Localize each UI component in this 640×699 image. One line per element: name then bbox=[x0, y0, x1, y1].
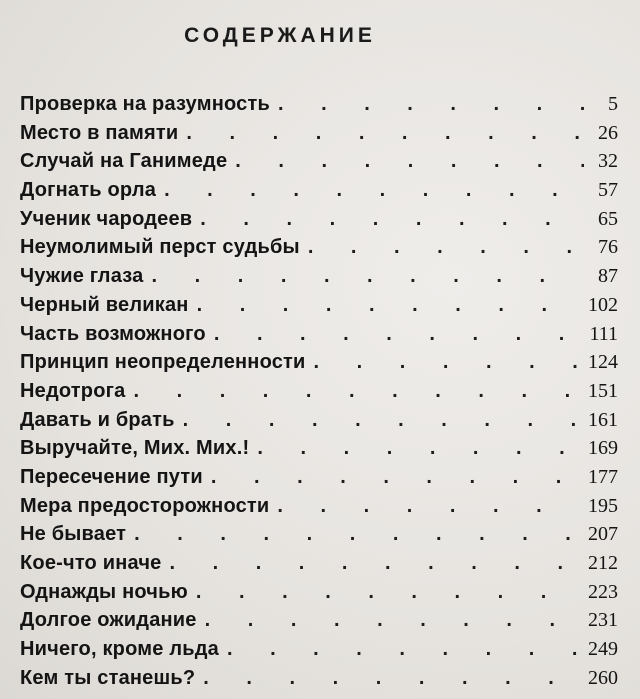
contents-entry bbox=[20, 463, 618, 492]
entry-title: Мера предосторожности bbox=[20, 494, 270, 517]
entry-page-number: 5 bbox=[608, 93, 618, 115]
entry-title: Однажды ночью bbox=[20, 580, 188, 603]
contents-entry bbox=[20, 119, 618, 148]
entry-page-number: 169 bbox=[588, 437, 618, 460]
entry-page-number: 111 bbox=[589, 322, 618, 345]
contents-entry bbox=[20, 664, 618, 693]
entry-page-number: 231 bbox=[588, 609, 618, 632]
dot-leader bbox=[196, 578, 578, 607]
entry-page-number: 65 bbox=[598, 207, 618, 230]
entry-page-number: 57 bbox=[598, 179, 618, 202]
entry-title: Кем ты станешь? bbox=[20, 666, 196, 689]
contents-entry bbox=[20, 635, 618, 664]
contents-entry bbox=[20, 90, 618, 119]
entry-title: Случай на Ганимеде bbox=[20, 150, 228, 173]
entry-title: Ученик чародеев bbox=[20, 207, 193, 230]
contents-entry bbox=[20, 406, 618, 435]
entry-title: Долгое ожидание bbox=[20, 609, 197, 632]
entry-page-number: 32 bbox=[598, 150, 618, 173]
entry-page-number: 207 bbox=[588, 523, 618, 546]
entry-title: Давать и брать bbox=[20, 408, 175, 431]
entry-page-number: 161 bbox=[588, 408, 618, 431]
dot-leader bbox=[203, 664, 578, 693]
entry-title: Выручайте, Мих. Мих.! bbox=[20, 437, 250, 460]
entry-title: Пересечение пути bbox=[20, 465, 203, 488]
entry-title: Не бывает bbox=[20, 523, 127, 546]
dot-leader bbox=[211, 463, 578, 492]
dot-leader bbox=[205, 606, 578, 635]
dot-leader bbox=[197, 291, 578, 320]
contents-entry bbox=[20, 578, 618, 607]
contents-entry bbox=[20, 348, 618, 377]
contents-heading: СОДЕРЖАНИЕ bbox=[184, 24, 376, 47]
entry-title: Ничего, кроме льда bbox=[20, 638, 219, 661]
entry-page-number: 249 bbox=[588, 638, 618, 661]
contents-entry bbox=[20, 233, 618, 262]
entry-page-number: 124 bbox=[588, 351, 618, 374]
contents-entry bbox=[20, 520, 618, 549]
dot-leader bbox=[314, 348, 578, 377]
entry-title: Недотрога bbox=[20, 379, 126, 402]
contents-entry bbox=[20, 606, 618, 635]
contents-list bbox=[20, 90, 618, 692]
contents-entry bbox=[20, 434, 618, 463]
dot-leader bbox=[257, 434, 578, 463]
dot-leader bbox=[133, 377, 578, 406]
entry-title: Проверка на разумность bbox=[20, 93, 270, 115]
entry-page-number: 260 bbox=[588, 666, 618, 689]
entry-page-number: 26 bbox=[598, 121, 618, 144]
dot-leader bbox=[186, 119, 584, 148]
contents-entry bbox=[20, 377, 618, 406]
contents-entry bbox=[20, 262, 618, 291]
entry-page-number: 151 bbox=[588, 379, 618, 402]
entry-page-number: 212 bbox=[588, 552, 618, 574]
entry-title: Кое-что иначе bbox=[20, 552, 162, 574]
contents-entry bbox=[20, 492, 618, 521]
contents-entry bbox=[20, 320, 618, 349]
dot-leader bbox=[169, 549, 578, 578]
entry-title: Принцип неопределенности bbox=[20, 351, 306, 374]
contents-entry bbox=[20, 147, 618, 176]
entry-title: Чужие глаза bbox=[20, 265, 144, 288]
entry-page-number: 102 bbox=[588, 293, 618, 316]
dot-leader bbox=[151, 262, 584, 291]
dot-leader bbox=[183, 406, 578, 435]
entry-page-number: 76 bbox=[598, 236, 618, 259]
contents-entry bbox=[20, 549, 618, 578]
dot-leader bbox=[227, 635, 578, 664]
dot-leader bbox=[308, 233, 584, 262]
contents-entry bbox=[20, 176, 618, 205]
dot-leader bbox=[200, 205, 584, 234]
entry-title: Место в памяти bbox=[20, 121, 179, 144]
dot-leader bbox=[235, 147, 584, 176]
dot-leader bbox=[277, 492, 578, 521]
dot-leader bbox=[164, 176, 584, 205]
contents-entry bbox=[20, 291, 618, 320]
dot-leader bbox=[214, 320, 580, 349]
entry-title: Черный великан bbox=[20, 293, 189, 316]
entry-title: Неумолимый перст судьбы bbox=[20, 236, 300, 259]
entry-page-number: 195 bbox=[588, 494, 618, 517]
contents-entry bbox=[20, 205, 618, 234]
entry-page-number: 223 bbox=[588, 580, 618, 603]
dot-leader bbox=[134, 520, 578, 549]
entry-page-number: 177 bbox=[588, 465, 618, 488]
entry-title: Догнать орла bbox=[20, 179, 157, 202]
entry-page-number: 87 bbox=[598, 265, 618, 288]
dot-leader bbox=[278, 90, 584, 119]
entry-title: Часть возможного bbox=[20, 322, 206, 345]
